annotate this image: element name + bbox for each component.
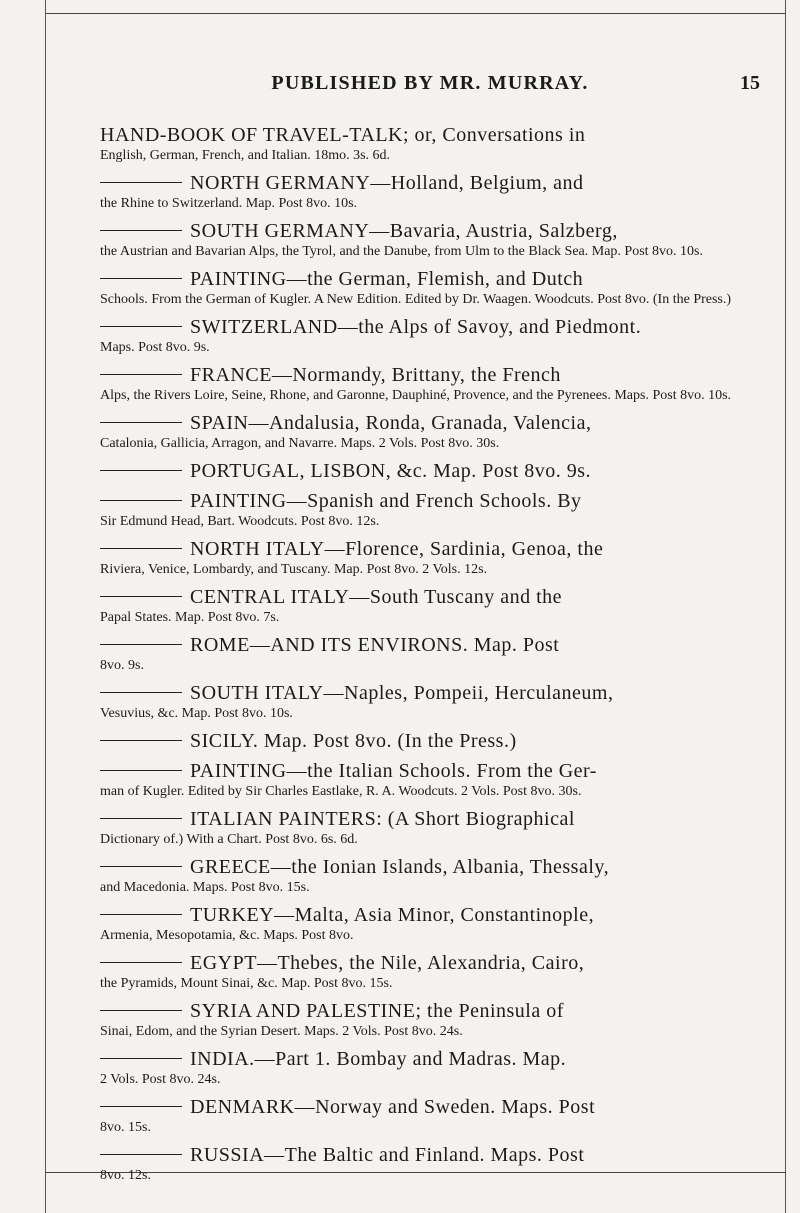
entry-title: RUSSIA—The Baltic and Finland. Maps. Post: [190, 1144, 585, 1166]
entry-first-line: [100, 808, 761, 831]
ditto-dash: [100, 500, 182, 501]
entry-description: man of Kugler. Edited by Sir Charles Eastlake, R. A. Woodcuts. 2 Vols. Post 8vo. 30s.: [100, 784, 582, 799]
entry-title: TURKEY—Malta, Asia Minor, Constantinople,: [190, 904, 595, 926]
entry-description: Sinai, Edom, and the Syrian Desert. Maps. 2 Vols. Post 8vo. 24s.: [100, 1024, 463, 1039]
catalogue-entry: [100, 1000, 761, 1041]
running-head: PUBLISHED BY MR. MURRAY.: [271, 72, 589, 94]
entry-title: NORTH ITALY—Florence, Sardinia, Genoa, the: [190, 538, 604, 560]
entry-first-line: [100, 412, 761, 435]
ditto-dash: [100, 422, 182, 423]
entry-first-line: [100, 856, 761, 879]
catalogue-entry: [100, 904, 761, 945]
catalogue-entry: [100, 364, 761, 405]
entry-title: PAINTING—the Italian Schools. From the Ger-: [190, 760, 597, 782]
entry-first-line: [100, 538, 761, 561]
catalogue-entry: [100, 172, 761, 213]
catalogue-entry: [100, 460, 761, 483]
entry-first-line: [100, 460, 761, 483]
ditto-dash: [100, 692, 182, 693]
entry-first-line: [100, 124, 761, 147]
ditto-dash: [100, 740, 182, 741]
page-header: [100, 72, 760, 102]
ditto-dash: [100, 962, 182, 963]
entry-title: SYRIA AND PALESTINE; the Peninsula of: [190, 1000, 564, 1022]
ditto-dash: [100, 182, 182, 183]
entry-title: HAND-BOOK OF TRAVEL-TALK; or, Conversations in: [100, 124, 586, 146]
entry-title: CENTRAL ITALY—South Tuscany and the: [190, 586, 563, 608]
ditto-dash: [100, 1106, 182, 1107]
ditto-dash: [100, 770, 182, 771]
top-border-rule: [45, 13, 786, 14]
catalogue-entry: [100, 220, 761, 261]
catalogue-entry: [100, 490, 761, 531]
catalogue-entry: [100, 634, 761, 675]
catalogue-entry: [100, 760, 761, 801]
entry-title: FRANCE—Normandy, Brittany, the French: [190, 364, 561, 386]
entry-title: PAINTING—the German, Flemish, and Dutch: [190, 268, 584, 290]
ditto-dash: [100, 548, 182, 549]
entry-description: the Rhine to Switzerland. Map. Post 8vo. 10s.: [100, 196, 358, 211]
entry-description: English, German, French, and Italian. 18mo. 3s. 6d.: [100, 148, 391, 163]
entry-first-line: [100, 586, 761, 609]
catalogue-entry: [100, 412, 761, 453]
right-border-rule: [785, 0, 786, 1213]
entry-title: NORTH GERMANY—Holland, Belgium, and: [190, 172, 584, 194]
catalogue-entry: [100, 124, 761, 165]
entry-description: and Macedonia. Maps. Post 8vo. 15s.: [100, 880, 310, 895]
catalogue-entry: [100, 856, 761, 897]
entry-description: 8vo. 9s.: [100, 658, 144, 673]
entry-title: PAINTING—Spanish and French Schools. By: [190, 490, 582, 512]
entry-description: 2 Vols. Post 8vo. 24s.: [100, 1072, 221, 1087]
entry-description: the Pyramids, Mount Sinai, &c. Map. Post 8vo. 15s.: [100, 976, 393, 991]
catalogue-entry: [100, 682, 761, 723]
entry-title: PORTUGAL, LISBON, &c. Map. Post 8vo. 9s.: [190, 460, 592, 482]
entry-first-line: [100, 730, 761, 753]
entry-description: Papal States. Map. Post 8vo. 7s.: [100, 610, 280, 625]
entry-description: Catalonia, Gallicia, Arragon, and Navarre. Maps. 2 Vols. Post 8vo. 30s.: [100, 436, 500, 451]
catalogue-entry: [100, 1144, 761, 1185]
catalogue-entry: [100, 586, 761, 627]
ditto-dash: [100, 470, 182, 471]
entry-description: Schools. From the German of Kugler. A New Edition. Edited by Dr. Waagen. Woodcuts. Post 8vo. (In the Press.): [100, 292, 732, 307]
entry-description: Dictionary of.) With a Chart. Post 8vo. 6s. 6d.: [100, 832, 358, 847]
entry-description: Vesuvius, &c. Map. Post 8vo. 10s.: [100, 706, 293, 721]
entry-title: DENMARK—Norway and Sweden. Maps. Post: [190, 1096, 596, 1118]
entry-description: Riviera, Venice, Lombardy, and Tuscany. Map. Post 8vo. 2 Vols. 12s.: [100, 562, 488, 577]
ditto-dash: [100, 914, 182, 915]
entry-description: Sir Edmund Head, Bart. Woodcuts. Post 8vo. 12s.: [100, 514, 380, 529]
entry-first-line: [100, 904, 761, 927]
entry-first-line: [100, 634, 761, 657]
catalogue-entry: [100, 952, 761, 993]
entry-first-line: [100, 682, 761, 705]
entry-first-line: [100, 268, 761, 291]
ditto-dash: [100, 374, 182, 375]
catalogue-entry: [100, 268, 761, 309]
catalogue-entry: [100, 730, 761, 753]
ditto-dash: [100, 1010, 182, 1011]
catalogue-entry: [100, 1096, 761, 1137]
entry-title: SOUTH GERMANY—Bavaria, Austria, Salzberg,: [190, 220, 618, 242]
ditto-dash: [100, 818, 182, 819]
entry-first-line: [100, 760, 761, 783]
entry-description: Maps. Post 8vo. 9s.: [100, 340, 210, 355]
catalogue-list: [100, 124, 761, 1192]
entry-description: 8vo. 12s.: [100, 1168, 151, 1183]
entry-first-line: [100, 1048, 761, 1071]
entry-first-line: [100, 952, 761, 975]
entry-first-line: [100, 172, 761, 195]
ditto-dash: [100, 1058, 182, 1059]
entry-title: INDIA.—Part 1. Bombay and Madras. Map.: [190, 1048, 567, 1070]
ditto-dash: [100, 230, 182, 231]
ditto-dash: [100, 278, 182, 279]
entry-title: SPAIN—Andalusia, Ronda, Granada, Valencia,: [190, 412, 592, 434]
entry-first-line: [100, 1096, 761, 1119]
entry-title: GREECE—the Ionian Islands, Albania, Thessaly,: [190, 856, 610, 878]
catalogue-entry: [100, 808, 761, 849]
entry-first-line: [100, 490, 761, 513]
entry-first-line: [100, 364, 761, 387]
entry-first-line: [100, 1144, 761, 1167]
catalogue-entry: [100, 1048, 761, 1089]
ditto-dash: [100, 326, 182, 327]
entry-title: SOUTH ITALY—Naples, Pompeii, Herculaneum,: [190, 682, 614, 704]
catalogue-entry: [100, 316, 761, 357]
ditto-dash: [100, 866, 182, 867]
entry-title: SICILY. Map. Post 8vo. (In the Press.): [190, 730, 517, 752]
catalogue-entry: [100, 538, 761, 579]
ditto-dash: [100, 596, 182, 597]
entry-description: Alps, the Rivers Loire, Seine, Rhone, and Garonne, Dauphiné, Provence, and the Pyrenees. Maps. Post 8vo. 10s.: [100, 388, 732, 403]
entry-description: Armenia, Mesopotamia, &c. Maps. Post 8vo.: [100, 928, 354, 943]
ditto-dash: [100, 644, 182, 645]
entry-title: EGYPT—Thebes, the Nile, Alexandria, Cairo,: [190, 952, 585, 974]
entry-description: the Austrian and Bavarian Alps, the Tyrol, and the Danube, from Ulm to the Black Sea. Map. Post 8vo. 10s.: [100, 244, 703, 259]
ditto-dash: [100, 1154, 182, 1155]
entry-first-line: [100, 1000, 761, 1023]
page-number: 15: [740, 72, 760, 94]
entry-first-line: [100, 316, 761, 339]
entry-title: ROME—AND ITS ENVIRONS. Map. Post: [190, 634, 560, 656]
entry-title: ITALIAN PAINTERS: (A Short Biographical: [190, 808, 575, 830]
left-border-rule: [45, 0, 46, 1213]
entry-title: SWITZERLAND—the Alps of Savoy, and Piedmont.: [190, 316, 642, 338]
entry-first-line: [100, 220, 761, 243]
entry-description: 8vo. 15s.: [100, 1120, 151, 1135]
